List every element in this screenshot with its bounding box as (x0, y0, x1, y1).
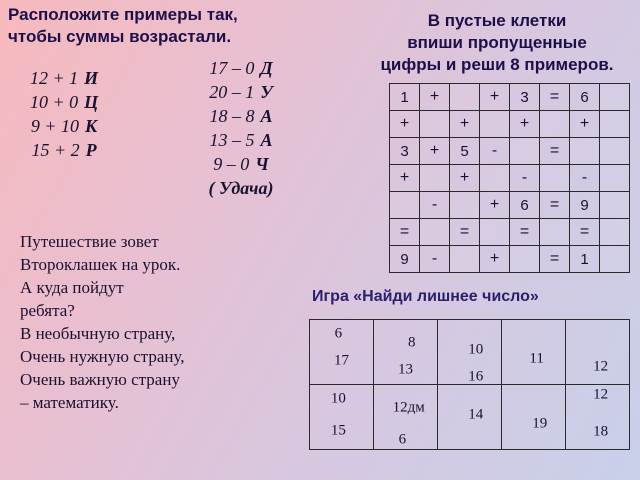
crossword-number: 1 (390, 84, 420, 111)
example-expression: 18 – 8 (209, 106, 255, 126)
example-letter: К (85, 116, 98, 136)
number-grid-row (310, 320, 630, 385)
crossword-operator: + (450, 165, 480, 192)
crossword-number: 3 (390, 138, 420, 165)
crossword-empty-cell[interactable] (390, 192, 420, 219)
crossword-empty-cell[interactable] (600, 246, 630, 273)
example-letter: Р (85, 140, 97, 160)
crossword-number: 3 (510, 84, 540, 111)
left-task-title (8, 4, 238, 48)
number-grid-cell (438, 320, 502, 385)
crossword-operator: + (420, 84, 450, 111)
number-grid-cell (310, 385, 374, 450)
crossword-operator: + (480, 246, 510, 273)
poem-line: – математику. (20, 393, 119, 412)
crossword-empty-cell[interactable] (600, 165, 630, 192)
answer-word (186, 176, 296, 200)
example-row (30, 66, 98, 90)
crossword-row (390, 165, 630, 192)
number-grid-cell (566, 320, 630, 385)
crossword-empty-cell[interactable] (450, 192, 480, 219)
poem-line: Второклашек на урок. (20, 255, 181, 274)
number-item[interactable]: 10 (468, 341, 484, 358)
crossword-operator: - (420, 246, 450, 273)
example-expression: 12 + 1 (30, 68, 79, 88)
example-letter: Д (260, 58, 273, 78)
example-row (30, 90, 98, 114)
example-letter: А (260, 106, 273, 126)
example-expression: 13 – 5 (209, 130, 255, 150)
number-item[interactable]: 17 (334, 352, 349, 369)
addition-examples (30, 66, 98, 162)
number-item[interactable]: 19 (532, 415, 548, 432)
example-row (186, 152, 296, 176)
crossword-empty-cell[interactable] (510, 246, 540, 273)
number-grid-cell (374, 385, 438, 450)
crossword-operator: - (570, 165, 600, 192)
right-task-title-line: цифры и реши 8 примеров. (380, 55, 614, 74)
crossword-row (390, 246, 630, 273)
crossword-empty-cell[interactable] (480, 111, 510, 138)
crossword-operator: = (540, 246, 570, 273)
crossword-row (390, 219, 630, 246)
right-task-title-line: В пустые клетки (427, 11, 567, 30)
poem-line: А куда пойдут (20, 278, 124, 297)
crossword-operator: - (420, 192, 450, 219)
crossword-grid (389, 83, 630, 273)
crossword-empty-cell[interactable] (420, 111, 450, 138)
game-title: Игра «Найди лишнее число» (312, 288, 539, 305)
number-grid-cell (566, 385, 630, 450)
crossword-empty-cell[interactable] (450, 84, 480, 111)
poem-line: ребята? (20, 301, 75, 320)
crossword-operator: = (450, 219, 480, 246)
number-item[interactable]: 12дм (392, 399, 425, 416)
number-item[interactable]: 11 (529, 350, 544, 367)
crossword-operator: + (570, 111, 600, 138)
crossword-number: 9 (390, 246, 420, 273)
example-expression: 20 – 1 (209, 82, 255, 102)
crossword-empty-cell[interactable] (480, 165, 510, 192)
crossword-number: 6 (510, 192, 540, 219)
number-item[interactable]: 10 (330, 390, 346, 407)
example-row (30, 114, 98, 138)
number-item[interactable]: 12 (593, 386, 609, 403)
crossword-operator: + (420, 138, 450, 165)
number-item[interactable]: 16 (468, 368, 484, 385)
crossword-operator: + (480, 192, 510, 219)
example-row (186, 56, 296, 80)
crossword-empty-cell[interactable] (600, 111, 630, 138)
poem-line: Очень нужную страну, (20, 347, 185, 366)
crossword-number: 5 (450, 138, 480, 165)
number-item[interactable]: 6 (398, 431, 407, 448)
crossword-operator: = (570, 219, 600, 246)
number-item[interactable]: 14 (468, 406, 484, 423)
example-letter: Ц (84, 92, 99, 112)
example-letter: У (260, 82, 273, 102)
number-item[interactable]: 13 (398, 361, 413, 378)
crossword-number: 9 (570, 192, 600, 219)
crossword-operator: = (540, 192, 570, 219)
crossword-operator: = (390, 219, 420, 246)
subtraction-examples (186, 56, 296, 200)
number-grid (309, 319, 630, 450)
number-item[interactable]: 8 (408, 334, 416, 351)
crossword-row (390, 84, 630, 111)
crossword-empty-cell[interactable] (540, 165, 570, 192)
crossword-empty-cell[interactable] (510, 138, 540, 165)
number-item[interactable]: 12 (593, 358, 609, 375)
number-grid-cell (502, 320, 566, 385)
number-grid-cell (502, 385, 566, 450)
poem (20, 230, 185, 414)
number-grid-cell (310, 320, 374, 385)
crossword-operator: - (510, 165, 540, 192)
example-row (186, 104, 296, 128)
example-row (186, 80, 296, 104)
crossword-empty-cell[interactable] (540, 219, 570, 246)
crossword-empty-cell[interactable] (450, 246, 480, 273)
number-grid-cell (374, 320, 438, 385)
crossword-number: 1 (570, 246, 600, 273)
number-item[interactable]: 15 (330, 422, 346, 439)
right-task-title-line: впиши пропущенные (407, 33, 587, 52)
crossword-number: 6 (570, 84, 600, 111)
left-task-title-line: чтобы суммы возрастали. (8, 27, 232, 46)
crossword-row (390, 111, 630, 138)
right-task-title (362, 10, 632, 76)
crossword-empty-cell[interactable] (480, 219, 510, 246)
number-grid-row (310, 385, 630, 450)
crossword-empty-cell[interactable] (600, 219, 630, 246)
crossword-empty-cell[interactable] (540, 111, 570, 138)
number-item[interactable]: 6 (334, 325, 343, 342)
example-row (186, 128, 296, 152)
example-row (30, 138, 98, 162)
example-expression: 9 + 10 (30, 116, 80, 136)
crossword-operator: + (390, 111, 420, 138)
number-grid-cell (438, 385, 502, 450)
answer-text: ( Удача) (208, 178, 274, 198)
crossword-empty-cell[interactable] (420, 219, 450, 246)
crossword-operator: - (480, 138, 510, 165)
crossword-operator: + (480, 84, 510, 111)
example-letter: И (84, 68, 99, 88)
crossword-empty-cell[interactable] (420, 165, 450, 192)
number-item[interactable]: 18 (593, 423, 609, 440)
crossword-operator: + (450, 111, 480, 138)
poem-line: В необычную страну, (20, 324, 176, 343)
example-expression: 10 + 0 (30, 92, 79, 112)
example-letter: А (260, 130, 273, 150)
example-expression: 15 + 2 (31, 140, 80, 160)
crossword-operator: + (390, 165, 420, 192)
crossword-empty-cell[interactable] (570, 138, 600, 165)
crossword-operator: = (540, 138, 570, 165)
example-letter: Ч (255, 154, 269, 174)
crossword-empty-cell[interactable] (600, 192, 630, 219)
poem-line: Путешествие зовет (20, 232, 159, 251)
crossword-empty-cell[interactable] (600, 138, 630, 165)
left-task-title-line: Расположите примеры так, (8, 5, 238, 24)
example-expression: 9 – 0 (213, 154, 250, 174)
crossword-operator: = (540, 84, 570, 111)
crossword-operator: = (510, 219, 540, 246)
crossword-row (390, 192, 630, 219)
crossword-row (390, 138, 630, 165)
poem-line: Очень важную страну (20, 370, 180, 389)
crossword-empty-cell[interactable] (600, 84, 630, 111)
crossword-operator: + (510, 111, 540, 138)
example-expression: 17 – 0 (209, 58, 255, 78)
